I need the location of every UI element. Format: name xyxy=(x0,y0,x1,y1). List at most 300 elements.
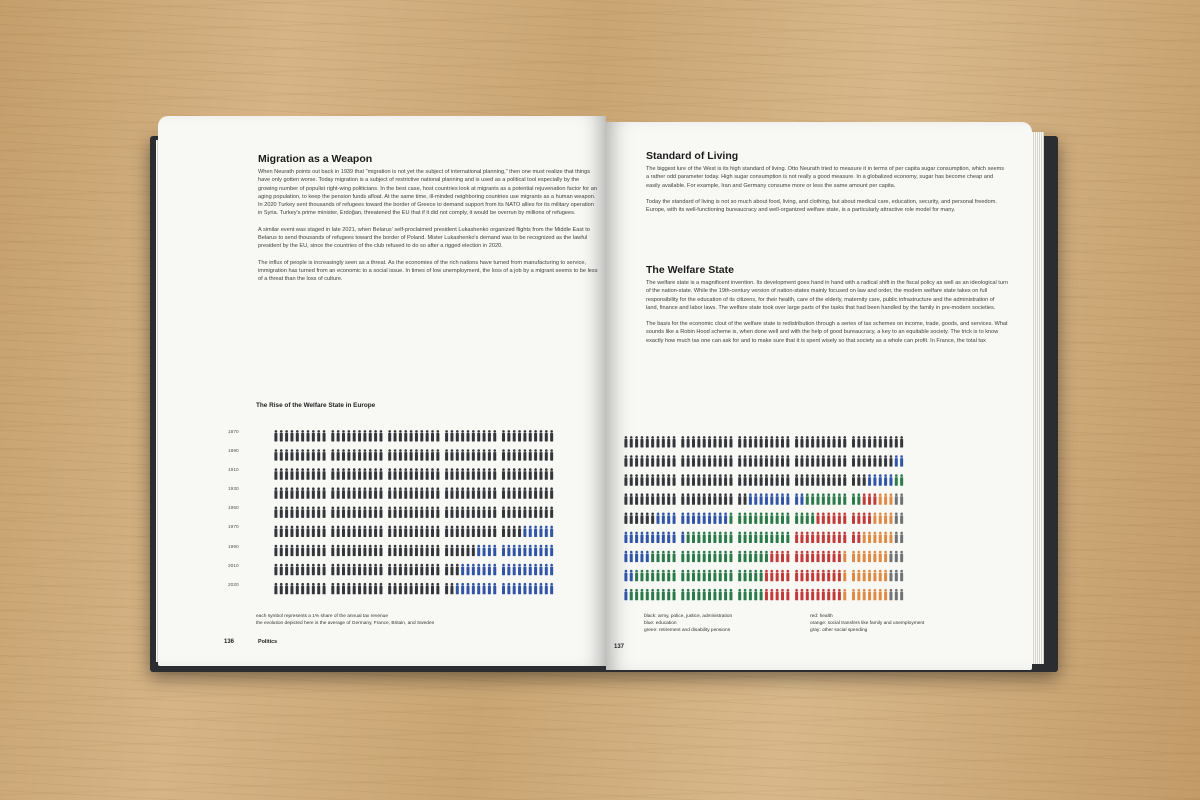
person-symbol xyxy=(379,526,382,537)
person-symbol xyxy=(307,430,310,441)
person-symbol xyxy=(342,449,345,460)
person-symbol xyxy=(379,564,382,575)
person-symbol xyxy=(673,513,676,524)
person-symbol xyxy=(342,564,345,575)
person-symbol xyxy=(301,545,304,556)
person-symbol xyxy=(323,583,326,594)
person-symbol xyxy=(323,545,326,556)
person-symbol xyxy=(467,449,470,460)
person-symbol xyxy=(703,474,706,485)
person-symbol xyxy=(776,436,779,447)
person-symbol xyxy=(518,468,521,479)
person-symbol xyxy=(379,583,382,594)
person-symbol xyxy=(337,468,340,479)
person-symbol xyxy=(833,436,836,447)
person-symbol xyxy=(738,589,741,600)
person-symbol xyxy=(811,455,814,466)
person-symbol xyxy=(744,513,747,524)
person-symbol xyxy=(456,449,459,460)
person-symbol xyxy=(445,468,448,479)
person-symbol xyxy=(673,532,676,543)
person-symbol xyxy=(518,545,521,556)
person-symbol xyxy=(472,564,475,575)
person-symbol xyxy=(274,545,277,556)
person-symbol xyxy=(857,532,860,543)
person-symbol xyxy=(651,493,654,504)
person-symbol xyxy=(900,436,903,447)
person-symbol xyxy=(456,583,459,594)
person-symbol xyxy=(776,589,779,600)
person-symbol xyxy=(323,526,326,537)
person-symbol xyxy=(646,532,649,543)
person-symbol xyxy=(713,589,716,600)
person-symbol xyxy=(749,551,752,562)
legend-right-column xyxy=(810,613,924,634)
person-symbol xyxy=(467,430,470,441)
person-symbol xyxy=(673,436,676,447)
person-symbol xyxy=(895,455,898,466)
person-symbol xyxy=(426,564,429,575)
person-symbol xyxy=(749,455,752,466)
person-symbol xyxy=(724,551,727,562)
person-symbol xyxy=(477,526,480,537)
person-symbol xyxy=(488,583,491,594)
person-symbol xyxy=(708,493,711,504)
person-symbol xyxy=(852,493,855,504)
person-symbol xyxy=(431,526,434,537)
person-symbol xyxy=(624,532,627,543)
person-symbol xyxy=(843,551,846,562)
person-symbol xyxy=(795,493,798,504)
person-symbol xyxy=(630,436,633,447)
person-symbol xyxy=(749,589,752,600)
person-symbol xyxy=(523,526,526,537)
person-symbol xyxy=(889,493,892,504)
person-symbol xyxy=(681,436,684,447)
person-symbol xyxy=(630,532,633,543)
person-symbol xyxy=(431,449,434,460)
person-symbol xyxy=(630,493,633,504)
person-symbol xyxy=(800,436,803,447)
person-symbol xyxy=(646,493,649,504)
person-symbol xyxy=(394,564,397,575)
person-symbol xyxy=(749,436,752,447)
person-symbol xyxy=(456,545,459,556)
person-symbol xyxy=(630,551,633,562)
person-symbol xyxy=(353,430,356,441)
person-symbol xyxy=(285,545,288,556)
person-symbol xyxy=(692,455,695,466)
person-symbol xyxy=(889,455,892,466)
person-symbol xyxy=(630,589,633,600)
person-symbol xyxy=(337,507,340,518)
person-symbol xyxy=(301,564,304,575)
person-symbol xyxy=(863,513,866,524)
person-symbol xyxy=(296,449,299,460)
person-symbol xyxy=(635,455,638,466)
person-symbol xyxy=(483,487,486,498)
person-symbol xyxy=(534,526,537,537)
person-symbol xyxy=(436,564,439,575)
person-symbol xyxy=(472,507,475,518)
person-symbol xyxy=(719,589,722,600)
person-symbol xyxy=(529,526,532,537)
person-symbol xyxy=(770,532,773,543)
person-symbol xyxy=(404,487,407,498)
person-symbol xyxy=(317,487,320,498)
person-symbol xyxy=(450,545,453,556)
person-symbol xyxy=(760,532,763,543)
person-symbol xyxy=(388,583,391,594)
person-symbol xyxy=(307,468,310,479)
person-symbol xyxy=(539,526,542,537)
person-symbol xyxy=(895,513,898,524)
person-symbol xyxy=(900,455,903,466)
person-symbol xyxy=(884,513,887,524)
person-symbol xyxy=(290,487,293,498)
person-symbol xyxy=(529,430,532,441)
person-symbol xyxy=(445,487,448,498)
person-symbol xyxy=(331,449,334,460)
person-symbol xyxy=(507,468,510,479)
person-symbol xyxy=(312,449,315,460)
person-symbol xyxy=(811,436,814,447)
person-symbol xyxy=(502,430,505,441)
person-symbol xyxy=(697,474,700,485)
person-symbol xyxy=(539,468,542,479)
person-symbol xyxy=(806,436,809,447)
person-symbol xyxy=(483,430,486,441)
person-symbol xyxy=(461,430,464,441)
person-symbol xyxy=(817,513,820,524)
person-symbol xyxy=(502,468,505,479)
person-symbol xyxy=(646,455,649,466)
person-symbol xyxy=(724,570,727,581)
heading-welfare-state: The Welfare State xyxy=(646,264,734,276)
person-symbol xyxy=(285,468,288,479)
person-symbol xyxy=(436,430,439,441)
person-symbol xyxy=(347,449,350,460)
person-symbol xyxy=(323,468,326,479)
person-symbol xyxy=(436,545,439,556)
person-symbol xyxy=(827,532,830,543)
person-symbol xyxy=(681,513,684,524)
person-symbol xyxy=(884,570,887,581)
person-symbol xyxy=(852,570,855,581)
person-symbol xyxy=(394,449,397,460)
person-symbol xyxy=(493,545,496,556)
person-symbol xyxy=(776,513,779,524)
person-symbol xyxy=(450,430,453,441)
person-symbol xyxy=(857,493,860,504)
person-symbol xyxy=(399,526,402,537)
person-symbol xyxy=(708,455,711,466)
person-symbol xyxy=(786,436,789,447)
person-symbol xyxy=(488,526,491,537)
person-symbol xyxy=(895,436,898,447)
person-symbol xyxy=(410,564,413,575)
person-symbol xyxy=(488,507,491,518)
person-symbol xyxy=(529,507,532,518)
person-symbol xyxy=(323,430,326,441)
person-symbol xyxy=(296,526,299,537)
person-symbol xyxy=(843,493,846,504)
person-symbol xyxy=(369,449,372,460)
person-symbol xyxy=(477,507,480,518)
person-symbol xyxy=(822,532,825,543)
person-symbol xyxy=(895,551,898,562)
person-symbol xyxy=(895,589,898,600)
person-symbol xyxy=(667,589,670,600)
person-symbol xyxy=(450,507,453,518)
person-symbol xyxy=(450,487,453,498)
person-symbol xyxy=(754,589,757,600)
person-symbol xyxy=(827,570,830,581)
person-symbol xyxy=(445,526,448,537)
person-symbol xyxy=(290,526,293,537)
person-symbol xyxy=(662,551,665,562)
person-symbol xyxy=(445,449,448,460)
person-symbol xyxy=(749,532,752,543)
person-symbol xyxy=(331,430,334,441)
person-symbol xyxy=(800,570,803,581)
person-symbol xyxy=(692,436,695,447)
person-symbol xyxy=(513,526,516,537)
person-symbol xyxy=(806,551,809,562)
person-symbol xyxy=(760,570,763,581)
person-symbol xyxy=(719,570,722,581)
person-symbol xyxy=(765,493,768,504)
person-symbol xyxy=(868,513,871,524)
person-symbol xyxy=(624,493,627,504)
person-symbol xyxy=(394,545,397,556)
person-symbol xyxy=(358,545,361,556)
person-symbol xyxy=(708,551,711,562)
person-symbol xyxy=(667,436,670,447)
person-symbol xyxy=(889,532,892,543)
person-symbol xyxy=(900,551,903,562)
person-symbol xyxy=(280,507,283,518)
person-symbol xyxy=(765,532,768,543)
person-symbol xyxy=(317,564,320,575)
person-symbol xyxy=(493,507,496,518)
person-symbol xyxy=(873,455,876,466)
person-symbol xyxy=(781,474,784,485)
heading-migration: Migration as a Weapon xyxy=(258,153,373,165)
person-symbol xyxy=(863,436,866,447)
person-symbol xyxy=(507,507,510,518)
person-symbol xyxy=(317,545,320,556)
person-symbol xyxy=(545,545,548,556)
person-symbol xyxy=(833,532,836,543)
person-symbol xyxy=(456,526,459,537)
person-symbol xyxy=(301,507,304,518)
person-symbol xyxy=(296,583,299,594)
person-symbol xyxy=(472,468,475,479)
person-symbol xyxy=(729,551,732,562)
legend-orange: orange: social transfers like family and unemployment xyxy=(810,621,925,626)
person-symbol xyxy=(347,430,350,441)
person-symbol xyxy=(507,583,510,594)
person-symbol xyxy=(534,449,537,460)
person-symbol xyxy=(749,474,752,485)
person-symbol xyxy=(806,570,809,581)
person-symbol xyxy=(317,449,320,460)
person-symbol xyxy=(388,545,391,556)
person-symbol xyxy=(657,513,660,524)
person-symbol xyxy=(729,474,732,485)
person-symbol xyxy=(687,493,690,504)
paragraph: A similar event was staged in late 2021, when Belarus' self-proclaimed president Lukashenko organized flights from the Middle East to Belarus to send thousands of refugees toward the border of Poland. Mister Lukashenko's demand was to be recognized as the lawful president by the EU, since the countries of the club refused to do so after a rigged election in 2020. xyxy=(258,226,590,250)
person-symbol xyxy=(822,513,825,524)
person-symbol xyxy=(404,430,407,441)
person-symbol xyxy=(900,532,903,543)
person-symbol xyxy=(781,589,784,600)
person-symbol xyxy=(795,551,798,562)
person-symbol xyxy=(534,564,537,575)
person-symbol xyxy=(285,507,288,518)
person-symbol xyxy=(806,589,809,600)
year-label: 1890 xyxy=(228,449,239,455)
person-symbol xyxy=(477,564,480,575)
person-symbol xyxy=(450,564,453,575)
person-symbol xyxy=(545,430,548,441)
person-symbol xyxy=(477,468,480,479)
person-symbol xyxy=(857,551,860,562)
person-symbol xyxy=(770,513,773,524)
person-symbol xyxy=(290,545,293,556)
person-symbol xyxy=(274,583,277,594)
person-symbol xyxy=(729,436,732,447)
person-symbol xyxy=(420,507,423,518)
person-symbol xyxy=(301,430,304,441)
person-symbol xyxy=(873,570,876,581)
person-symbol xyxy=(436,526,439,537)
person-symbol xyxy=(280,564,283,575)
person-symbol xyxy=(822,589,825,600)
person-symbol xyxy=(331,564,334,575)
person-symbol xyxy=(635,570,638,581)
person-symbol xyxy=(749,570,752,581)
person-symbol xyxy=(415,430,418,441)
person-symbol xyxy=(307,564,310,575)
page-number: 137 xyxy=(614,644,625,650)
person-symbol xyxy=(363,468,366,479)
person-symbol xyxy=(863,570,866,581)
person-symbol xyxy=(786,455,789,466)
person-symbol xyxy=(420,449,423,460)
person-symbol xyxy=(550,487,553,498)
person-symbol xyxy=(290,430,293,441)
person-symbol xyxy=(724,513,727,524)
person-symbol xyxy=(323,507,326,518)
person-symbol xyxy=(838,532,841,543)
person-symbol xyxy=(624,455,627,466)
person-symbol xyxy=(708,474,711,485)
person-symbol xyxy=(331,545,334,556)
person-symbol xyxy=(806,532,809,543)
person-symbol xyxy=(681,551,684,562)
person-symbol xyxy=(317,430,320,441)
person-symbol xyxy=(518,507,521,518)
person-symbol xyxy=(651,436,654,447)
person-symbol xyxy=(290,507,293,518)
pictogram-chart-right xyxy=(624,432,954,612)
right-text-block-1 xyxy=(646,150,1008,214)
person-symbol xyxy=(770,589,773,600)
person-symbol xyxy=(472,449,475,460)
person-symbol xyxy=(374,526,377,537)
person-symbol xyxy=(900,493,903,504)
person-symbol xyxy=(729,532,732,543)
person-symbol xyxy=(431,430,434,441)
person-symbol xyxy=(873,551,876,562)
person-symbol xyxy=(646,570,649,581)
person-symbol xyxy=(811,532,814,543)
person-symbol xyxy=(488,449,491,460)
person-symbol xyxy=(529,449,532,460)
person-symbol xyxy=(879,513,882,524)
person-symbol xyxy=(817,455,820,466)
person-symbol xyxy=(513,449,516,460)
person-symbol xyxy=(667,513,670,524)
person-symbol xyxy=(461,545,464,556)
person-symbol xyxy=(713,493,716,504)
person-symbol xyxy=(708,532,711,543)
person-symbol xyxy=(770,493,773,504)
person-symbol xyxy=(331,526,334,537)
person-symbol xyxy=(795,532,798,543)
person-symbol xyxy=(518,449,521,460)
person-symbol xyxy=(817,589,820,600)
person-symbol xyxy=(307,507,310,518)
person-symbol xyxy=(822,570,825,581)
person-symbol xyxy=(347,545,350,556)
person-symbol xyxy=(456,564,459,575)
person-symbol xyxy=(630,513,633,524)
person-symbol xyxy=(697,513,700,524)
person-symbol xyxy=(415,564,418,575)
person-symbol xyxy=(518,430,521,441)
person-symbol xyxy=(467,468,470,479)
person-symbol xyxy=(307,583,310,594)
person-symbol xyxy=(822,551,825,562)
person-symbol xyxy=(534,468,537,479)
person-symbol xyxy=(651,551,654,562)
person-symbol xyxy=(280,487,283,498)
year-label: 2010 xyxy=(228,563,239,569)
person-symbol xyxy=(523,583,526,594)
person-symbol xyxy=(347,583,350,594)
person-symbol xyxy=(863,589,866,600)
person-symbol xyxy=(754,436,757,447)
person-symbol xyxy=(534,583,537,594)
person-symbol xyxy=(493,487,496,498)
person-symbol xyxy=(545,564,548,575)
person-symbol xyxy=(863,493,866,504)
person-symbol xyxy=(415,507,418,518)
person-symbol xyxy=(307,545,310,556)
person-symbol xyxy=(895,532,898,543)
person-symbol xyxy=(456,468,459,479)
person-symbol xyxy=(795,513,798,524)
person-symbol xyxy=(657,551,660,562)
person-symbol xyxy=(765,455,768,466)
person-symbol xyxy=(518,487,521,498)
person-symbol xyxy=(681,532,684,543)
person-symbol xyxy=(394,507,397,518)
person-symbol xyxy=(353,449,356,460)
